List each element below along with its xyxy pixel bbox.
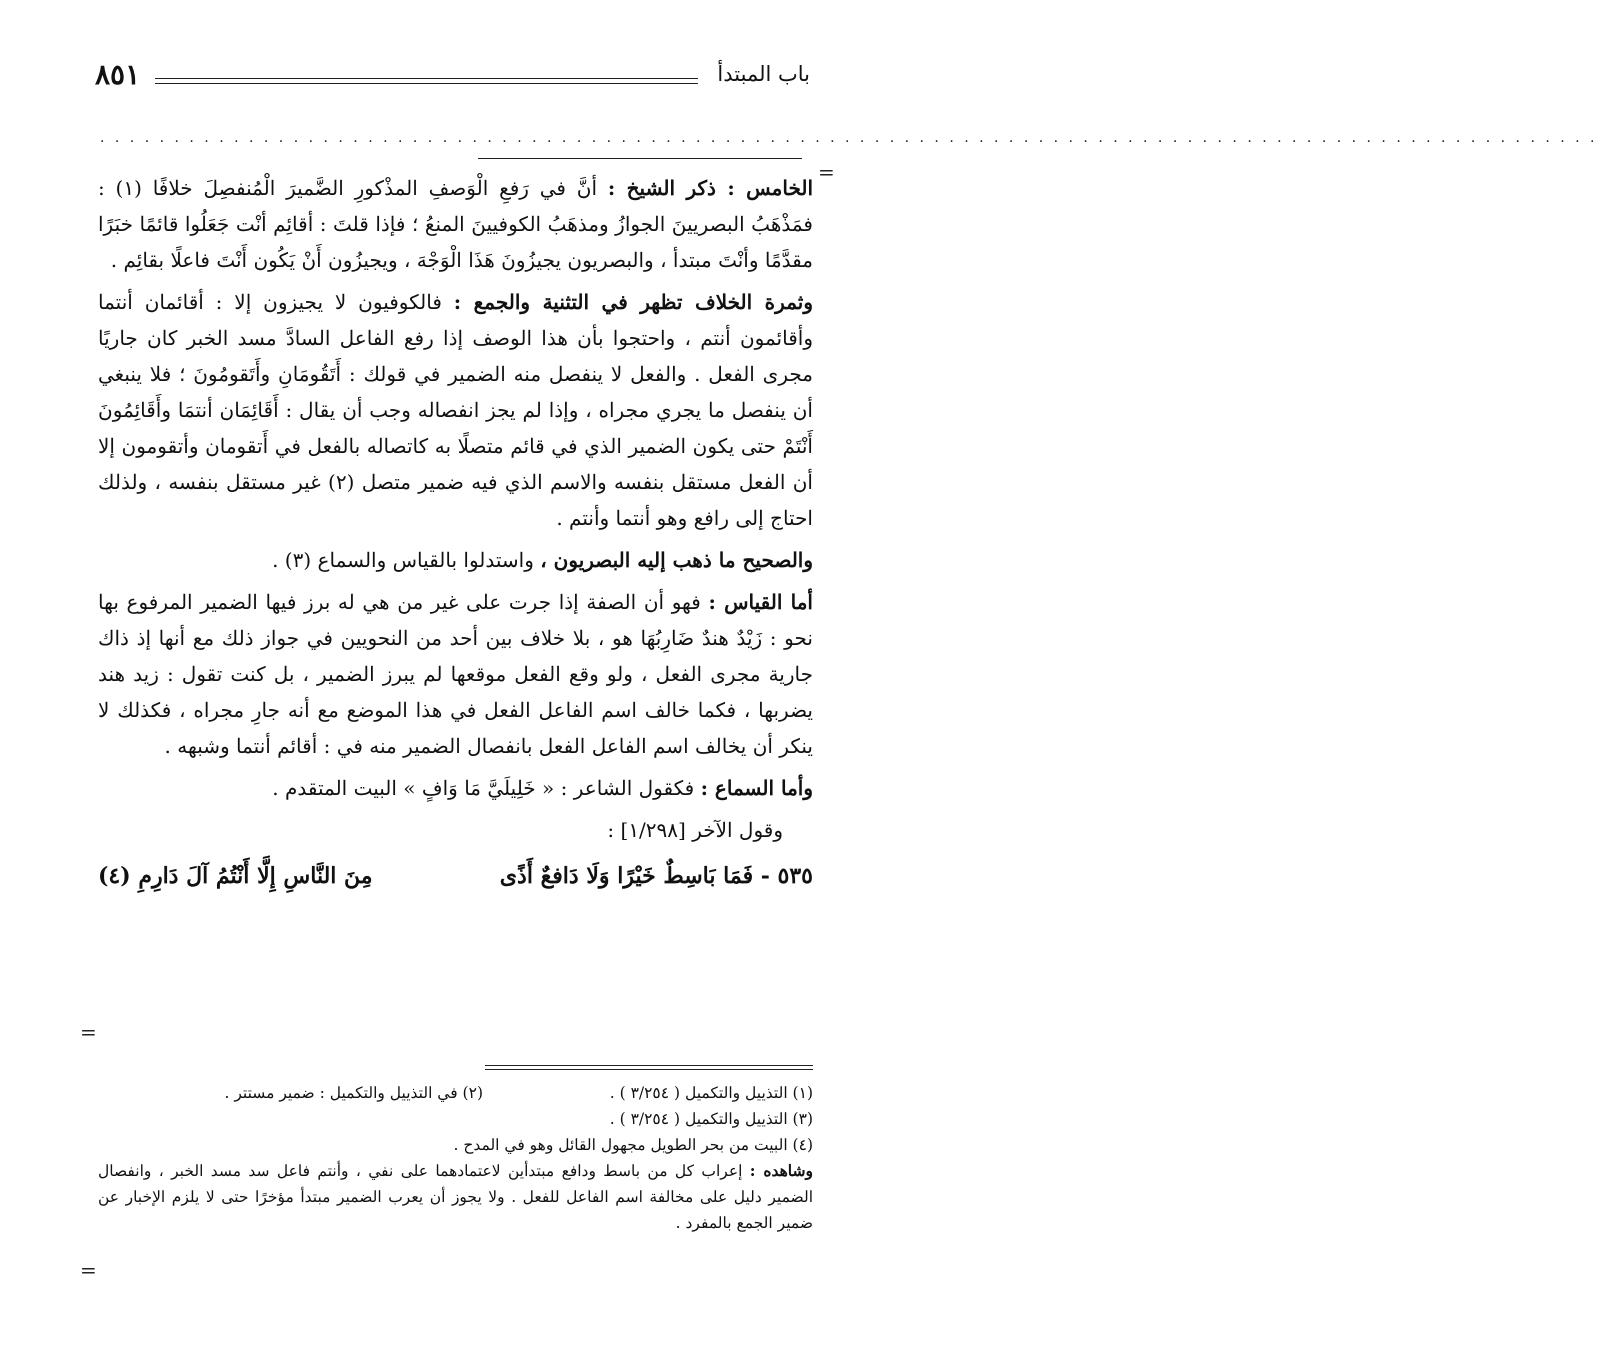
footnote-row bbox=[98, 1080, 813, 1106]
paragraph-fifth-point bbox=[98, 170, 813, 278]
footnote-3: (٣) التذييل والتكميل ( ٣/٢٥٤ ) . bbox=[609, 1110, 813, 1128]
dotted-separator: . . . . . . . . . . . . . . . . . . . . . . . . . . . . . . . . . . . . . . . . . . . . . . . . . . . . . . . . . . . . . . . . . . . . . . . . . . . . . . . . . . . . . . . . . . . . . . . . . . . . . bbox=[100, 130, 1598, 146]
paragraph-text: فهو أن الصفة إذا جرت على غير من هي له برز فيها الضمير المرفوع بها نحو : زَيْدٌ هندٌ ضَارِبُهَا هو ، بلا خلاف بين أحد من النحويين في جواز ذلك مع أنها إذ ذاك جارية مجرى الفعل ، ولو وقع الفعل موقعها لم يبرز الضمير ، بل كنت تقول : زيد هند يضربها ، فكما خالف اسم الفاعل الفعل في هذا الموضع مع أنه جارِ مجراه ، فكذلك لا ينكر أن يخالف اسم الفاعل الفعل بانفصال الضمير منه في : أقائم أنتما وشبهه . bbox=[98, 590, 813, 758]
verse-hemistich-first: ٥٣٥ - فَمَا بَاسِطٌ خَيْرًا وَلَا دَافعٌ أَذًى bbox=[499, 863, 813, 889]
paragraph-lead: وثمرة الخلاف تظهر في التثنية والجمع : bbox=[453, 290, 813, 314]
section-rule bbox=[478, 158, 802, 159]
footnotes bbox=[98, 1080, 813, 1236]
page-number: ٨٥١ bbox=[95, 58, 141, 91]
poetry-verse bbox=[98, 856, 813, 896]
paragraph-text: أنَّ في رَفعِ الْوَصفِ المذْكورِ الضَّميرَ الْمُنفصِلَ خلافًا (١) : فمَذْهَبُ البصريينَ الجوازُ ومذهَبُ الكوفيينَ المنعُ ؛ فإذا قلتَ : أقائِم أنْت جَعَلُوا قائمًا خبَرًا مقدَّمًا وأنْتَ مبتدأ ، والبصريون يجيزُونَ هَذَا الْوَجْهَ ، ويجيزُون أَنْ يَكُون أَنْتَ فاعلًا بقائِم . bbox=[98, 176, 813, 272]
margin-mark-verse: = bbox=[80, 1020, 97, 1044]
verse-hemistich-second: مِنَ النَّاسِ إِلَّا أَنْتُمُ آلَ دَارِمِ (٤) bbox=[98, 863, 373, 889]
shahid-text: إعراب كل من باسط ودافع مبتدأين لاعتمادهما على نفي ، وأنتم فاعل سد مسد الخبر ، وانفصال الضمير دليل على مخالفة اسم الفاعل للفعل . ولا يجوز أن يعرب الضمير مبتدأ مؤخرًا حتى لا يلزم الإخبار عن ضمير الجمع بالمفرد . bbox=[98, 1162, 813, 1232]
header-rule bbox=[155, 83, 698, 84]
footnote-separator bbox=[485, 1065, 813, 1073]
paragraph-text: واستدلوا بالقياس والسماع (٣) . bbox=[272, 548, 534, 572]
paragraph-lead: الخامس : ذكر الشيخ : bbox=[607, 176, 814, 200]
footnote-shahid bbox=[98, 1158, 813, 1236]
paragraph-text: فالكوفيون لا يجيزون إلا : أقائمان أنتما وأقائمون أنتم ، واحتجوا بأن هذا الوصف إذا رفع الفاعل السادَّ مسد الخبر كان جاريًا مجرى الفعل . والفعل لا ينفصل منه الضمير في قولك : أَتَقُومَانِ وأَتَقومُونَ ؛ فلا ينبغي أن ينفصل ما يجري مجراه ، وإذا لم يجز انفصاله وجب أن يقال : أَقَائِمَان أنتمَا وأَقَائِمُونَ أَنْتَمْ حتى يكون الضمير الذي في قائم متصلًا به كاتصاله بالفعل في أَتقومان وأتقومون إلا أن الفعل مستقل بنفسه والاسم الذي فيه ضمير متصل (٢) غير مستقل بنفسه ، ولذلك احتاج إلى رافع وهو أنتما وأنتم . bbox=[98, 290, 813, 530]
margin-mark-top: = bbox=[818, 160, 835, 184]
paragraph-correct-view bbox=[98, 542, 813, 578]
shahid-lead: وشاهده : bbox=[749, 1161, 813, 1180]
footnote-rule bbox=[485, 1065, 813, 1066]
page-header bbox=[95, 58, 810, 98]
header-rule bbox=[155, 78, 698, 79]
paragraph-lead: أما القياس : bbox=[708, 590, 813, 614]
footnote-1: (١) التذييل والتكميل ( ٣/٢٥٤ ) . bbox=[609, 1084, 813, 1102]
footnote-4: (٤) البيت من بحر الطويل مجهول القائل وهو في المدح . bbox=[453, 1136, 813, 1154]
paragraph-lead: والصحيح ما ذهب إليه البصريون ، bbox=[540, 548, 813, 572]
paragraph-analogy bbox=[98, 584, 813, 764]
paragraph-text: فكقول الشاعر : « خَلِيلَيَّ مَا وَافٍ » البيت المتقدم . bbox=[272, 776, 695, 800]
footnote-rule bbox=[485, 1069, 813, 1070]
chapter-title: باب المبتدأ bbox=[717, 62, 810, 86]
paragraph-disagreement-fruit bbox=[98, 284, 813, 536]
paragraph-hearing bbox=[98, 770, 813, 806]
footnote-2: (٢) في التذييل والتكميل : ضمير مستتر . bbox=[224, 1084, 483, 1102]
paragraph-lead: وأما السماع : bbox=[700, 776, 813, 800]
main-text bbox=[98, 170, 813, 896]
verse-intro: وقول الآخر [١/٢٩٨] : bbox=[607, 818, 783, 842]
margin-mark-bottom: = bbox=[80, 1258, 97, 1282]
